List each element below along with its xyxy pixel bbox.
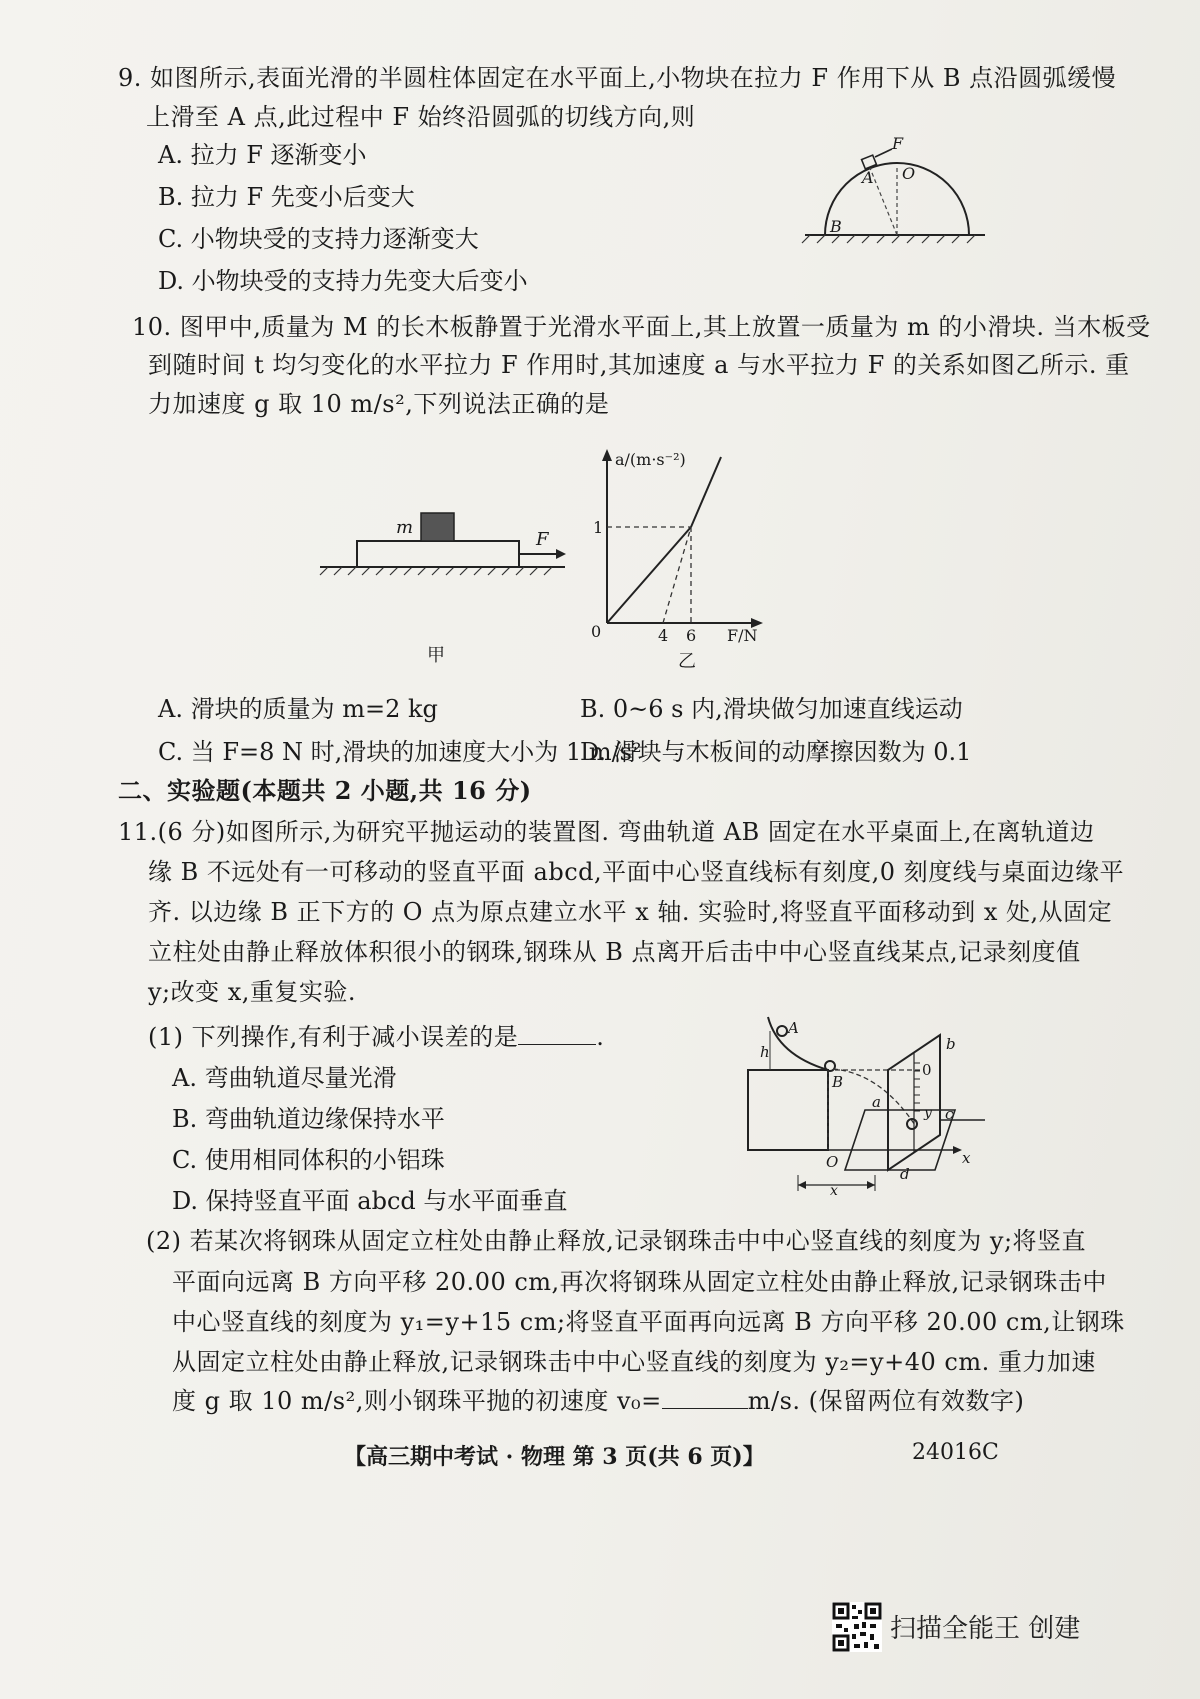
q11-part2-line5	[172, 1386, 1024, 1416]
q10-option-a: A. 滑块的质量为 m=2 kg	[158, 695, 438, 723]
q10-fig-yi-tick-1: 1	[593, 518, 604, 537]
q11-fig-label-a-corner: a	[872, 1093, 881, 1111]
q11-fig-label-b-corner: b	[946, 1035, 956, 1053]
q9-fig-label-f: F	[892, 134, 904, 153]
q11-fig-label-x-distance: x	[830, 1183, 838, 1199]
q11-option-d: D. 保持竖直平面 abcd 与水平面垂直	[172, 1187, 568, 1215]
q11-option-a: A. 弯曲轨道尽量光滑	[172, 1064, 397, 1092]
q11-option-c: C. 使用相同体积的小铝珠	[172, 1146, 445, 1174]
q11-stem-line2: 缘 B 不远处有一可移动的竖直平面 abcd,平面中心竖直线标有刻度,0 刻度线与桌面边缘平	[148, 858, 1125, 886]
q11-stem-line5: y;改变 x,重复实验.	[148, 978, 357, 1006]
q11-fig-label-b-point: B	[832, 1073, 844, 1091]
q11-fig-label-h: h	[760, 1043, 770, 1061]
q11-part2-line4: 从固定立柱处由静止释放,记录钢珠击中中心竖直线的刻度为 y₂=y+40 cm. 重力加速	[172, 1348, 1096, 1376]
q11-fig-label-zero: 0	[922, 1061, 932, 1079]
q10-fig-jia	[320, 505, 570, 665]
q11-fig-label-d-corner: d	[900, 1165, 910, 1183]
q10-fig-yi-xlabel: F/N	[727, 626, 758, 645]
q11-fig-label-x-axis: x	[962, 1149, 971, 1167]
q10-stem-line3: 力加速度 g 取 10 m/s²,下列说法正确的是	[148, 390, 610, 418]
q11-option-b: B. 弯曲轨道边缘保持水平	[172, 1105, 445, 1133]
q11-fig-label-c-corner: c	[945, 1105, 954, 1123]
q11-part1-answer-blank[interactable]	[518, 1044, 596, 1045]
q9-option-d: D. 小物块受的支持力先变大后变小	[158, 267, 528, 295]
q9-option-b: B. 拉力 F 先变小后变大	[158, 183, 415, 211]
q11-part2-line1: (2) 若某次将钢珠从固定立柱处由静止释放,记录钢珠击中中心竖直线的刻度为 y;将竖直	[146, 1227, 1087, 1255]
q10-fig-label-m: m	[396, 517, 414, 538]
q11-part1	[148, 1022, 604, 1052]
q9-stem-line2: 上滑至 A 点,此过程中 F 始终沿圆弧的切线方向,则	[146, 103, 696, 131]
q10-fig-yi-origin: 0	[591, 622, 602, 641]
page-footer-title: 【高三期中考试 · 物理 第 3 页(共 6 页)】	[344, 1444, 765, 1470]
q10-option-c: C. 当 F=8 N 时,滑块的加速度大小为 1 m/s²	[158, 738, 642, 766]
q9-semicircle-figure	[800, 135, 990, 245]
q10-fig-yi-graph	[585, 445, 785, 672]
q10-fig-yi-caption: 乙	[678, 651, 696, 672]
q10-option-b: B. 0~6 s 内,滑块做匀加速直线运动	[580, 695, 963, 723]
q11-fig-label-o: O	[826, 1153, 839, 1171]
q9-option-c: C. 小物块受的支持力逐渐变大	[158, 225, 479, 253]
q11-part2-text-b: m/s. (保留两位有效数字)	[747, 1387, 1025, 1415]
page-footer-code: 24016C	[912, 1440, 999, 1465]
section-2-heading: 二、实验题(本题共 2 小题,共 16 分)	[118, 776, 532, 805]
q10-option-d: D. 滑块与木板间的动摩擦因数为 0.1	[580, 738, 972, 766]
q9-option-a: A. 拉力 F 逐渐变小	[158, 141, 367, 169]
q10-fig-yi-tick-4: 4	[658, 626, 669, 645]
q11-part2-line2: 平面向远离 B 方向平移 20.00 cm,再次将钢珠从固定立柱处由静止释放,记录钢珠击中	[172, 1268, 1107, 1296]
q11-part1-text: (1) 下列操作,有利于减小误差的是	[148, 1023, 519, 1051]
q11-fig-label-a-point: A	[788, 1019, 799, 1037]
q11-fig-label-y: y	[924, 1105, 932, 1121]
q10-fig-label-f: F	[536, 529, 549, 550]
q9-stem-line1: 9. 如图所示,表面光滑的半圆柱体固定在水平面上,小物块在拉力 F 作用下从 B 点沿圆弧缓慢	[118, 64, 1117, 92]
q9-fig-label-b: B	[830, 217, 842, 236]
q11-part1-end: .	[596, 1023, 605, 1051]
q10-fig-yi-tick-6: 6	[686, 626, 697, 645]
q10-fig-yi-ylabel: a/(m·s⁻²)	[615, 450, 686, 469]
q10-stem-line2: 到随时间 t 均匀变化的水平拉力 F 作用时,其加速度 a 与水平拉力 F 的关系如图乙所示. 重	[148, 351, 1130, 379]
q9-fig-label-o: O	[902, 164, 916, 183]
q10-stem-line1: 10. 图甲中,质量为 M 的长木板静置于光滑水平面上,其上放置一质量为 m 的小滑块. 当木板受	[132, 313, 1151, 341]
q11-projectile-apparatus-figure	[740, 1015, 990, 1205]
q9-fig-label-a: A	[862, 168, 874, 187]
qr-code-icon	[832, 1602, 882, 1652]
q10-fig-jia-caption: 甲	[427, 645, 445, 666]
q11-part2-line3: 中心竖直线的刻度为 y₁=y+15 cm;将竖直平面再向远离 B 方向平移 20.00 cm,让钢珠	[172, 1308, 1125, 1336]
q11-stem-line3: 齐. 以边缘 B 正下方的 O 点为原点建立水平 x 轴. 实验时,将竖直平面移动到 x 处,从固定	[148, 898, 1113, 926]
scanner-watermark-label: 扫描全能王 创建	[890, 1614, 1081, 1644]
q11-part2-text-a: 度 g 取 10 m/s²,则小钢珠平抛的初速度 v₀=	[172, 1387, 662, 1415]
q11-stem-line4: 立柱处由静止释放体积很小的钢珠,钢珠从 B 点离开后击中中心竖直线某点,记录刻度值	[148, 938, 1081, 966]
q11-part2-answer-blank[interactable]	[662, 1408, 748, 1409]
q11-stem-line1: 11.(6 分)如图所示,为研究平抛运动的装置图. 弯曲轨道 AB 固定在水平桌面上,在离轨道边	[118, 818, 1095, 846]
